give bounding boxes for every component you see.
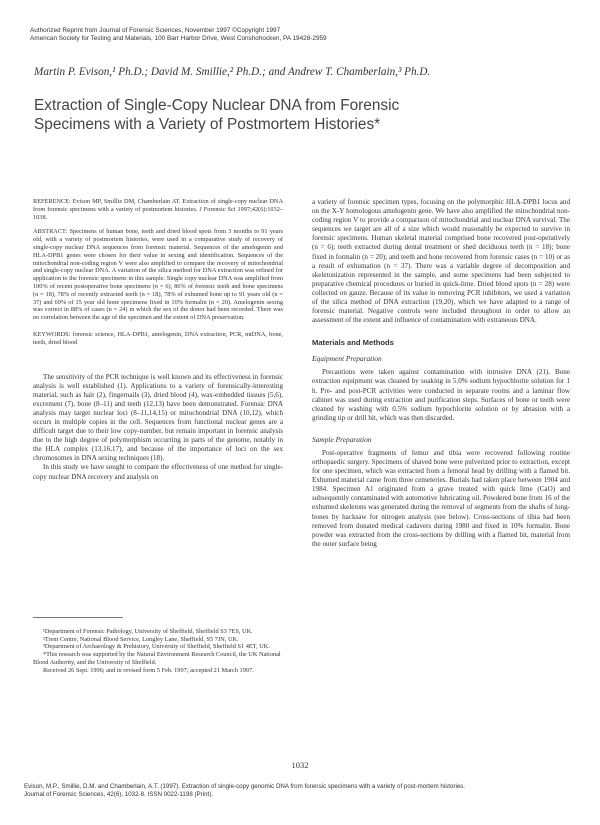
equipment-paragraph: Precautions were taken against contamination with intrusive DNA (21). Bone extraction equipment was cleaned by soaking in 5.0% sodium hypochlorite solution for 1 h. Pre- and post-PCR activities were conducted in separate rooms and a laminar flow cabinet was used during extraction and purification steps. Surfaces of bone or teeth were cleaned by washing with 0.5% sodium hypochlorite solution or by abrasion with a grinding tip or drill bit, which was then discarded. [312, 368, 570, 422]
footnotes [33, 628, 283, 674]
page-number: 1032 [291, 760, 309, 770]
reprint-header-line1: Authorized Reprint from Journal of Forensic Sciences, November 1997 ©Copyright 1997 [30, 27, 281, 34]
article-title [34, 96, 574, 134]
footnote: ¹Department of Forensic Pathology, University of Sheffield, Sheffield S3 7ES, UK. [43, 628, 253, 635]
abstract-block: ABSTRACT: Specimens of human bone, teeth and dried blood spots from 3 months to 91 years old, with a variety of postmortem histories, were used in a comparative study of recovery of single-copy nuclear DNA sequences from forensic material. Sequences of the amelogenin and HLA-DPB1 genes were chosen for their value in sexing and identification. Sequences of the mitochondrial non-coding region V were also amplified to compare the recovery of mitochondrial and single-copy nuclear DNA. A variation of the silica method for DNA extraction was refined for application to the forensic specimens in this sample. Single copy nuclear DNA was amplified from 100% of recent postoperative bone specimens (n = 6), 86% of forensic teeth and bone specimens (n = 18), 78% of recently extracted teeth (n = 18), 78% of exhumed bone up to 91 years old (n = 37) and 69% of 15 year old bone specimens fixed in 10% formalin (n = 20). Amelogenin sexing was correct in 88% of cases (n = 24) in which the sex of the donor had been recorded. There was no correlation between the age of the specimen and the extent of DNA preservation. [33, 228, 283, 322]
title-line2: Specimens with a Variety of Postmortem Histories* [34, 116, 381, 133]
reference-block: REFERENCE: Evison MP, Smillie DM, Chamberlain AT. Extraction of single-copy nuclear DNA from forensic specimens with a variety of postmortem histories. J Forensic Sci 1997;42(6):1032–1038. [33, 198, 283, 221]
sample-paragraph: Post-operative fragments of femur and tibia were recovered following routine orthopaedic surgery. Specimens of shaved bone were pulverized prior to extraction, except for one specimen, which was extracted from a femoral head by drilling with a flamed bit. Exhumed material came from three cemeteries. Burials had taken place between 1904 and 1984. Specimen A1 originated from a grave treated with quick lime (CaO) and subsequently contaminated with automotive lubricating oil. Powdered bone from 16 of the exhumed skeletons was generated during the removal of segments from the shafts of long-bones by hacksaw for nitrogen analysis (see below). Cross-sections of tibia had been removed from donated medical cadavers during 1980 and fixed in 10% formalin. Bone powder was extracted from the cross-sections by drilling with a flamed bit, material from the outer surface being [312, 448, 570, 548]
author-line: Martin P. Evison,¹ Ph.D.; David M. Smillie,² Ph.D.; and Andrew T. Chamberlain,³ Ph.D. [34, 66, 431, 78]
footnote: *This research was supported by the Natural Environment Research Council, the UK National Blood Authority, and the University of Sheffield. [33, 651, 281, 666]
introduction [33, 373, 283, 482]
section-heading-materials: Materials and Methods [312, 338, 394, 348]
intro-paragraph: The sensitivity of the PCR technique is well known and its effectiveness in forensic analysis is well established (1). Applications to a variety of forensically-interesting material, such as hair (2), fingernails (3), dried blood (4), wax-embedded tissues (5,6), excrement (7), bone (8–11) and teeth (12,13) have been demonstrated. Forensic DNA analysis may target nuclear loci (8–11,14,15) or mitochondrial DNA (10,12), which occurs in multiple copies in the cell. Sequences from functional nuclear genes are a difficult target due to their low copy-number, but remain important in forensic analysis due to the high degree of polymorphism occurring in parts of the genome, notably in the HLA complex (13,16,17), and because of the importance of loci on the sex chromosomes in DNA sexing techniques (18). [33, 372, 283, 463]
citation-line1: Evison, M.P., Smillie, D.M. and Chamberlain, A.T. (1997). Extraction of single-copy genomic DNA from forensic specimens with a variety of post-mortem histories. [24, 783, 466, 790]
subsection-heading-equipment: Equipment Preparation [312, 354, 382, 364]
footnote: ²Trent Centre, National Blood Service, Longley Lane, Sheffield, S5 7JN, UK. [43, 635, 239, 643]
intro-paragraph: In this study we have sought to compare the effectiveness of one method for single-copy nuclear DNA recovery and analysis on [33, 463, 283, 481]
citation-footer [24, 783, 584, 799]
reprint-header [30, 27, 327, 43]
citation-line2: Journal of Forensic Sciences, 42(6), 1032-8. ISSN 0022-1198 (Print). [24, 791, 214, 798]
intro-continuation: a variety of forensic specimen types, focusing on the polymorphic HLA-DPB1 locus and on the X-Y homologous amelogenin gene. We have also amplified the mitochondrial non-coding region V to provide a comparison of mitochondrial and nuclear DNA survival. The sequences we target are all of a size which would reasonably be expected to survive in forensic specimens. Human skeletal material comprised bone recovered post-operatively (n = 6); teeth extracted during dental treatment or shed deciduous teeth (n = 18); bone fixed in formalin (n = 20); and teeth and bone recovered from forensic cases (n = 10) or as a result of exhumation (n = 37). There was a variable degree of decomposition and skeletonization represented in the sample, and some specimens had been subjected to preparative chemical procedures or buried in quick-lime. Dried blood spots (n = 28) were collected on gauze. Because of its value in removing PCR inhibitors, we used a variation of the silica method of DNA extraction (19,20), which we have adapted to a range of forensic material. Negative controls were included throughout in order to allow an assessment of the extent and influence of contamination with extraneous DNA. [312, 198, 570, 325]
subsection-heading-sample: Sample Preparation [312, 434, 372, 444]
title-line1: Extraction of Single-Copy Nuclear DNA from Forensic [34, 97, 400, 114]
left-column [33, 198, 283, 482]
reprint-header-line2: American Society for Testing and Materials, 100 Barr Harbor Drive, West Conshohocken, PA 19428-2959 [30, 35, 327, 43]
right-column [312, 198, 570, 549]
keywords-block: KEYWORDS: forensic science, HLA-DPB1, amelogenin, DNA extraction, PCR, mtDNA, bone, teeth, dried blood [33, 330, 283, 346]
footnote: Received 26 Sept. 1996; and in revised form 5 Feb. 1997; accepted 21 March 1997. [43, 666, 254, 674]
footnote: ³Department of Archaeology & Prehistory, University of Sheffield, Sheffield S1 4ET, UK. [43, 643, 270, 651]
footnote-rule [33, 617, 123, 618]
